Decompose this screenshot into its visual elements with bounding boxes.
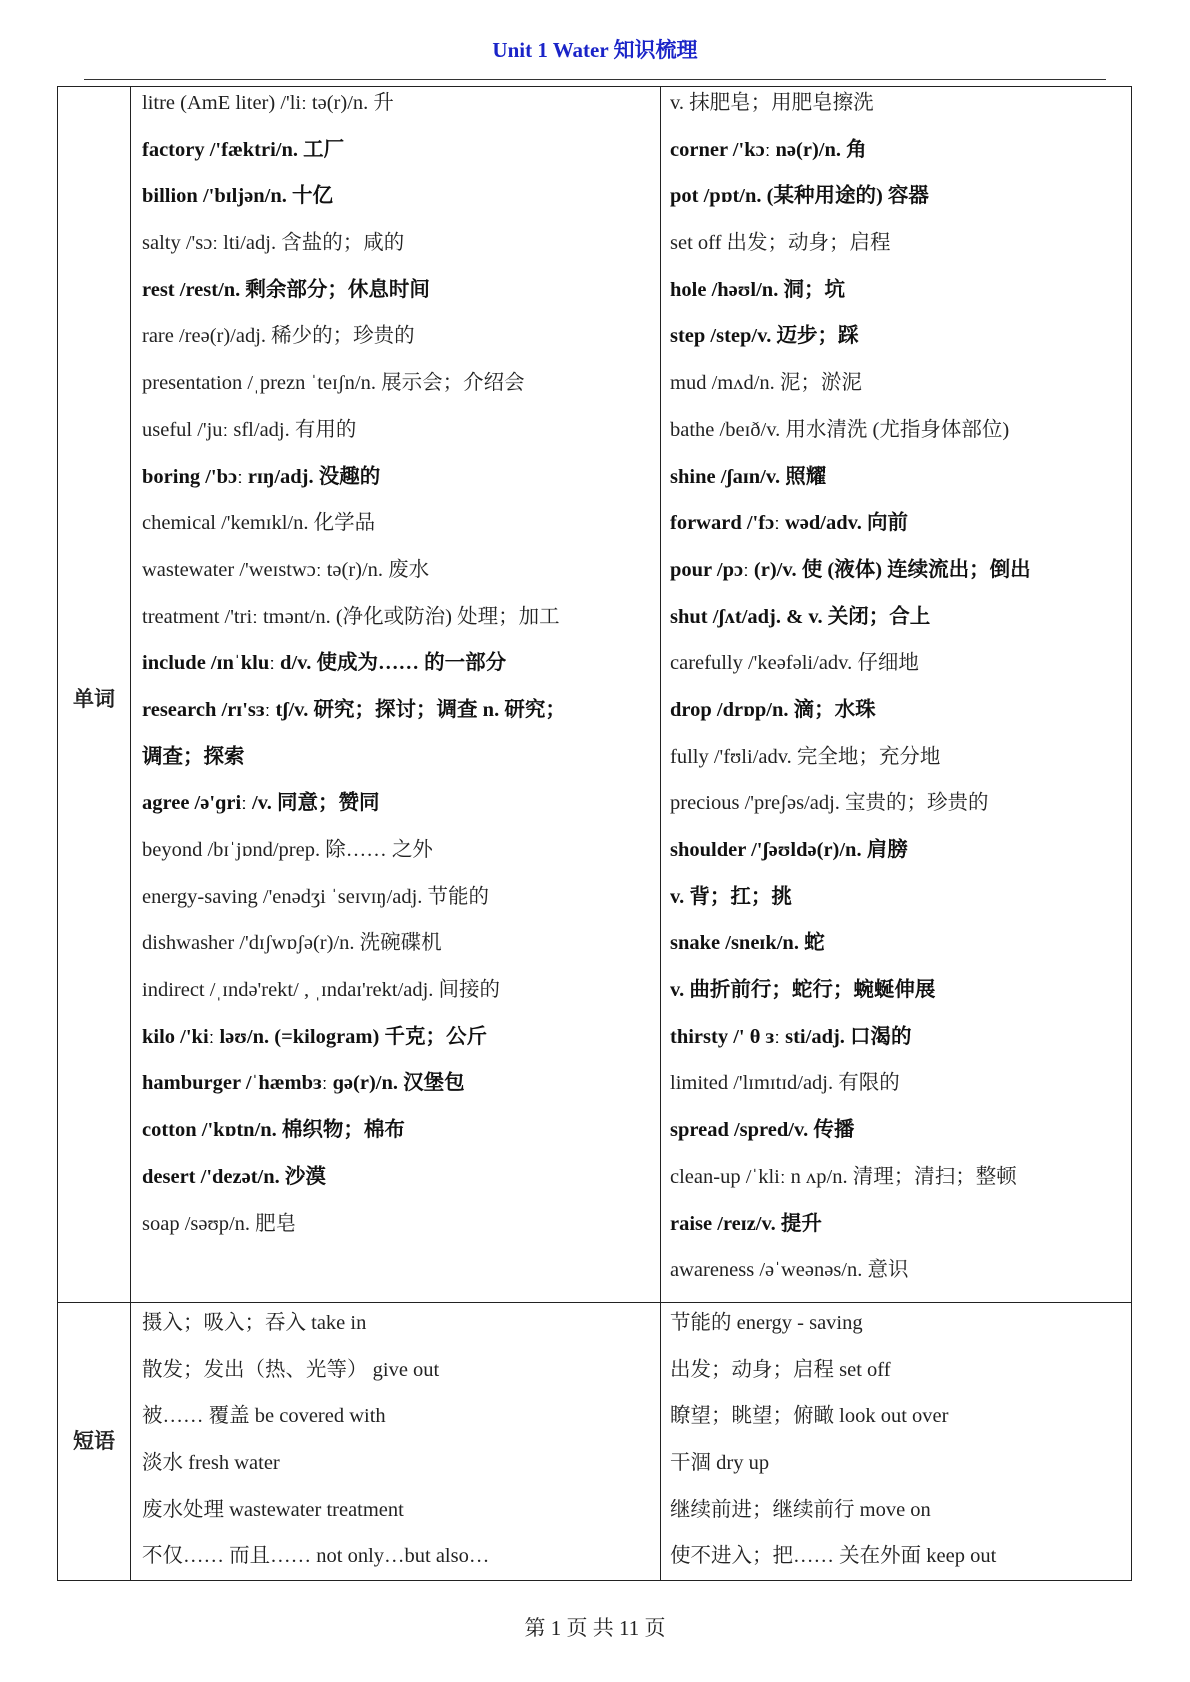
word-entry: rest /rest/n. 剩余部分；休息时间	[142, 278, 430, 301]
word-entry: kilo /'kiː ləʊ/n. (=kilogram) 千克；公斤	[142, 1025, 487, 1048]
phrase-entry: 使不进入；把…… 关在外面 keep out	[670, 1545, 997, 1568]
word-entry: research /rɪ'sɜː tʃ/v. 研究；探讨；调查 n. 研究；	[142, 698, 566, 721]
label-column-divider	[130, 87, 131, 1580]
word-entry: beyond /bɪˈjɒnd/prep. 除…… 之外	[142, 839, 433, 861]
word-entry: drop /drɒp/n. 滴；水珠	[670, 698, 876, 721]
phrases-right-column	[670, 1300, 996, 1580]
word-entry: agree /ə'ɡriː /v. 同意；赞同	[142, 792, 380, 815]
phrase-entry: 被…… 覆盖 be covered with	[142, 1405, 386, 1428]
word-entry: chemical /'kemɪkl/n. 化学品	[142, 512, 376, 535]
word-entry: hole /həʊl/n. 洞；坑	[670, 278, 845, 301]
word-entry: 调查；探索	[142, 745, 245, 768]
phrase-entry: 继续前进；继续前行 move on	[670, 1498, 931, 1521]
word-entry: v. 背；扛；挑	[670, 885, 792, 908]
word-entry: set off 出发；动身；启程	[670, 232, 891, 255]
word-entry: presentation /ˌprezn ˈteɪʃn/n. 展示会；介绍会	[142, 372, 525, 395]
word-entry: snake /sneɪk/n. 蛇	[670, 932, 825, 955]
word-entry: soap /səʊp/n. 肥皂	[142, 1212, 297, 1235]
word-entry: thirsty /' θ ɜː sti/adj. 口渴的	[670, 1025, 912, 1048]
word-entry: step /step/v. 迈步；踩	[670, 325, 859, 348]
word-entry: desert /'dezət/n. 沙漠	[142, 1165, 326, 1188]
word-entry: mud /mʌd/n. 泥；淤泥	[670, 372, 862, 395]
words-right-column	[670, 80, 1031, 1294]
word-entry: useful /'juː sfl/adj. 有用的	[142, 418, 357, 441]
word-entry: pour /pɔː (r)/v. 使 (液体) 连续流出；倒出	[670, 558, 1031, 581]
middle-column-divider	[660, 87, 661, 1580]
phrase-entry: 出发；动身；启程 set off	[670, 1358, 891, 1381]
word-entry: bathe /beɪð/v. 用水清洗 (尤指身体部位)	[670, 418, 1010, 441]
vocab-table	[57, 86, 1132, 1581]
word-entry: awareness /əˈweənəs/n. 意识	[670, 1259, 909, 1282]
word-entry: rare /reə(r)/adj. 稀少的；珍贵的	[142, 325, 415, 348]
word-entry: dishwasher /'dɪʃwɒʃə(r)/n. 洗碗碟机	[142, 932, 442, 955]
word-entry: boring /'bɔː rɪŋ/adj. 没趣的	[142, 465, 381, 488]
word-entry: fully /'fʊli/adv. 完全地；充分地	[670, 745, 941, 768]
word-entry: shut /ʃʌt/adj. & v. 关闭；合上	[670, 605, 931, 628]
word-entry: pot /pɒt/n. (某种用途的) 容器	[670, 185, 929, 208]
words-left-column	[142, 80, 566, 1247]
phrase-entry: 节能的 energy - saving	[670, 1312, 863, 1334]
phrase-entry: 淡水 fresh water	[142, 1452, 280, 1475]
word-entry: litre (AmE liter) /'liː tə(r)/n. 升	[142, 92, 394, 114]
word-entry: carefully /'keəfəli/adv. 仔细地	[670, 652, 919, 675]
word-entry: wastewater /'weɪstwɔː tə(r)/n. 废水	[142, 558, 430, 581]
phrase-entry: 散发；发出（热、光等） give out	[142, 1358, 440, 1381]
word-entry: shoulder /'ʃəʊldə(r)/n. 肩膀	[670, 839, 908, 861]
word-entry: cotton /'kɒtn/n. 棉织物；棉布	[142, 1119, 405, 1142]
phrases-left-column	[142, 1300, 489, 1580]
word-entry: spread /spred/v. 传播	[670, 1119, 855, 1142]
word-entry: precious /'preʃəs/adj. 宝贵的；珍贵的	[670, 792, 989, 815]
word-entry: corner /'kɔː nə(r)/n. 角	[670, 138, 867, 161]
word-entry: limited /'lɪmɪtɪd/adj. 有限的	[670, 1072, 900, 1095]
word-entry: v. 抹肥皂；用肥皂擦洗	[670, 92, 874, 114]
word-entry: raise /reɪz/v. 提升	[670, 1212, 822, 1235]
word-entry: include /ɪnˈkluː d/v. 使成为…… 的一部分	[142, 652, 507, 675]
words-section-label: 单词	[73, 687, 115, 711]
word-entry: indirect /ˌɪndə'rekt/ , ˌɪndaɪ'rekt/adj. 间接的	[142, 979, 501, 1002]
phrase-entry: 摄入；吸入；吞入 take in	[142, 1312, 367, 1334]
phrase-entry: 瞭望；眺望；俯瞰 look out over	[670, 1405, 949, 1428]
word-entry: hamburger /ˈhæmbɜː ɡə(r)/n. 汉堡包	[142, 1072, 465, 1095]
phrase-entry: 干涸 dry up	[670, 1452, 770, 1475]
page-title: Unit 1 Water 知识梳理	[492, 38, 698, 62]
phrases-section-label: 短语	[73, 1429, 115, 1453]
word-entry: forward /'fɔː wəd/adv. 向前	[670, 512, 909, 535]
phrase-entry: 不仅…… 而且…… not only…but also…	[142, 1545, 490, 1568]
word-entry: v. 曲折前行；蛇行；蜿蜒伸展	[670, 979, 936, 1002]
word-entry: shine /ʃaɪn/v. 照耀	[670, 465, 827, 488]
word-entry: factory /'fæktri/n. 工厂	[142, 138, 345, 161]
word-entry: clean-up /ˈkliː n ʌp/n. 清理；清扫；整顿	[670, 1165, 1017, 1188]
page-footer: 第 1 页 共 11 页	[524, 1616, 666, 1640]
word-entry: energy-saving /'enədʒi ˈseɪvɪŋ/adj. 节能的	[142, 885, 490, 908]
phrase-entry: 废水处理 wastewater treatment	[142, 1498, 404, 1521]
word-entry: billion /'bɪljən/n. 十亿	[142, 185, 334, 208]
word-entry: treatment /'triː tmənt/n. (净化或防治) 处理；加工	[142, 605, 560, 628]
word-entry: salty /'sɔː lti/adj. 含盐的；咸的	[142, 232, 405, 255]
